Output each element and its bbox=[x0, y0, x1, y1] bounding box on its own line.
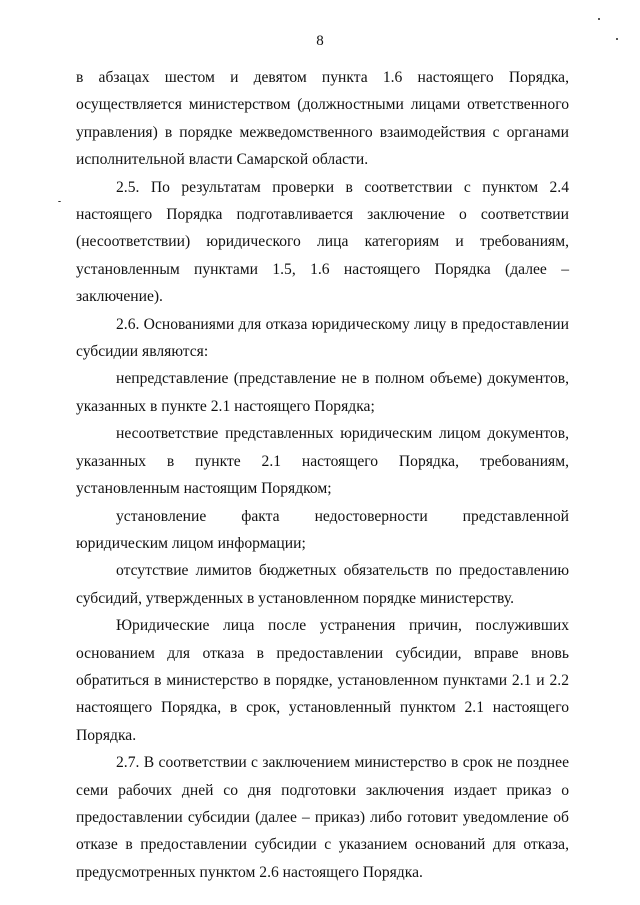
paragraph-2-7: 2.7. В соответствии с заключением министерство в срок не позднее семи рабочих дней со дня подготовки заключения издает приказ о предоставлении субсидии (далее – приказ) либо готовит уведомление об отказе в предоставлении субсидии с указанием оснований для отказа, предусмотренных пунктом 2.6 настоящего Порядка. bbox=[76, 754, 569, 881]
scan-speck bbox=[58, 201, 61, 202]
document-body bbox=[76, 64, 569, 886]
scan-speck bbox=[598, 18, 600, 20]
list-item-non-submission: непредставление (представление не в полном объеме) документов, указанных в пункте 2.1 настоящего Порядка; bbox=[76, 370, 569, 415]
list-item-false-information: установление факта недостоверности представленной юридическим лицом информации; bbox=[76, 507, 569, 552]
list-item-no-budget-limits: отсутствие лимитов бюджетных обязательств по предоставлению субсидий, утвержденных в установленном порядке министерству. bbox=[76, 562, 569, 607]
scan-speck bbox=[616, 38, 618, 40]
list-item-non-compliance: несоответствие представленных юридическим лицом документов, указанных в пункте 2.1 настоящего Порядка, требованиям, установленным настоящим Порядком; bbox=[76, 425, 569, 498]
paragraph-reapplication: Юридические лица после устранения причин, послуживших основанием для отказа в предоставлении субсидии, вправе вновь обратиться в министерство в порядке, установленном пунктами 2.1 и 2.2 настоящего Порядка, в срок, установленный пунктом 2.1 настоящего Порядка. bbox=[76, 617, 569, 744]
page-number: 8 bbox=[316, 33, 324, 49]
paragraph-2-6: 2.6. Основаниями для отказа юридическому лицу в предоставлении субсидии являются: bbox=[76, 315, 569, 361]
paragraph-2-5: 2.5. По результатам проверки в соответствии с пунктом 2.4 настоящего Порядка подготавливается заключение о соответствии (несоответствии) юридического лица категориям и требованиям, установленным пунктами 1.5, 1.6 настоящего Порядка (далее – заключение). bbox=[76, 178, 569, 306]
paragraph-continuation: в абзацах шестом и девятом пункта 1.6 настоящего Порядка, осуществляется министерством (должностными лицами ответственного управления) в порядке межведомственного взаимодействия с органами исполнительной власти Самарской области. bbox=[76, 69, 569, 169]
